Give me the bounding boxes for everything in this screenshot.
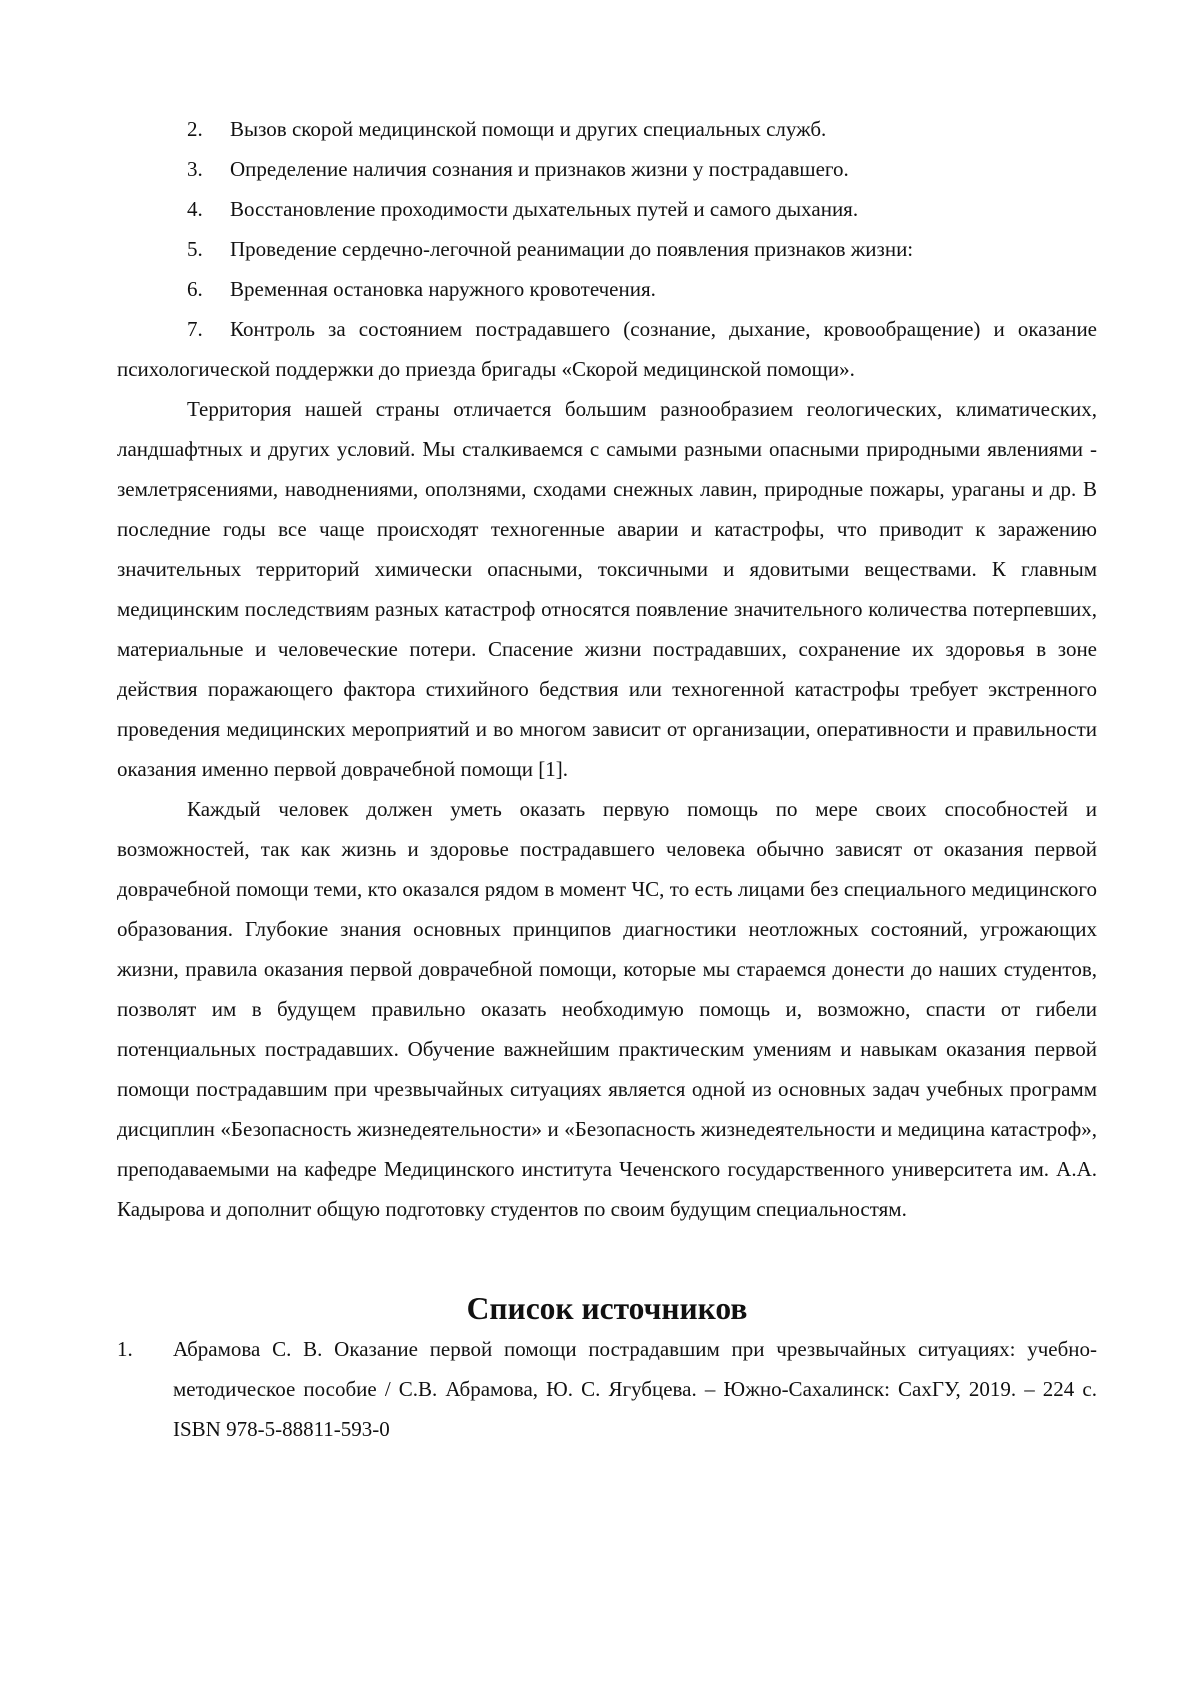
first-aid-steps-list xyxy=(117,109,1097,389)
list-item-number: 7. xyxy=(187,309,230,349)
list-item-text: Восстановление проходимости дыхательных путей и самого дыхания. xyxy=(230,197,858,221)
list-item-number: 4. xyxy=(187,189,203,229)
source-item-text: Абрамова С. В. Оказание первой помощи пострадавшим при чрезвычайных ситуациях: учебно-методическое пособие / С.В. Абрамова, Ю. С. Ягубцева. – Южно-Сахалинск: СахГУ, 2019. – 224 с. ISBN 978-5-88811-593-0 xyxy=(173,1337,1097,1441)
list-item-number: 2. xyxy=(187,109,203,149)
body-paragraph-everyone: Каждый человек должен уметь оказать первую помощь по мере своих способностей и возможностей, так как жизнь и здоровье пострадавшего человека обычно зависят от оказания первой доврачебной помощи теми, кто оказался рядом в момент ЧС, то есть лицами без специального медицинского образования. Глубокие знания основных принципов диагностики неотложных состояний, угрожающих жизни, правила оказания первой доврачебной помощи, которые мы стараемся донести до наших студентов, позволят им в будущем правильно оказать необходимую помощь и, возможно, спасти от гибели потенциальных пострадавших. Обучение важнейшим практическим умениям и навыкам оказания первой помощи пострадавшим при чрезвычайных ситуациях является одной из основных задач учебных программ дисциплин «Безопасность жизнедеятельности» и «Безопасность жизнедеятельности и медицина катастроф», преподаваемыми на кафедре Медицинского института Чеченского государственного университета им. А.А. Кадырова и дополнит общую подготовку студентов по своим будущим специальностям. xyxy=(117,789,1097,1229)
sources-list xyxy=(117,1329,1097,1449)
list-item xyxy=(117,309,1097,389)
body-paragraph-territory: Территория нашей страны отличается большим разнообразием геологических, климатических, ландшафтных и других условий. Мы сталкиваемся с самыми разными опасными природными явлениями - землетрясениями, наводнениями, оползнями, сходами снежных лавин, природные пожары, ураганы и др. В последние годы все чаще происходят техногенные аварии и катастрофы, что приводит к заражению значительных территорий химически опасными, токсичными и ядовитыми веществами. К главным медицинским последствиям разных катастроф относятся появление значительного количества потерпевших, материальные и человеческие потери. Спасение жизни пострадавших, сохранение их здоровья в зоне действия поражающего фактора стихийного бедствия или техногенной катастрофы требует экстренного проведения медицинских мероприятий и во многом зависит от организации, оперативности и правильности оказания именно первой доврачебной помощи [1]. xyxy=(117,389,1097,789)
list-item-number: 5. xyxy=(187,229,203,269)
source-item xyxy=(117,1329,1097,1449)
list-item-number: 6. xyxy=(187,269,203,309)
document-page xyxy=(0,0,1200,1697)
sources-heading: Список источников xyxy=(117,1269,1097,1349)
list-item xyxy=(117,269,1097,309)
page-content xyxy=(117,109,1097,1449)
source-item-number: 1. xyxy=(117,1329,133,1369)
list-item-text: Определение наличия сознания и признаков жизни у пострадавшего. xyxy=(230,157,849,181)
list-item xyxy=(117,109,1097,149)
list-item xyxy=(117,229,1097,269)
list-item xyxy=(117,149,1097,189)
list-item-text: Контроль за состоянием пострадавшего (сознание, дыхание, кровообращение) и оказание психологической поддержки до приезда бригады «Скорой медицинской помощи». xyxy=(117,317,1097,381)
list-item-text: Проведение сердечно-легочной реанимации до появления признаков жизни: xyxy=(230,237,913,261)
list-item-number: 3. xyxy=(187,149,203,189)
list-item xyxy=(117,189,1097,229)
list-item-text: Временная остановка наружного кровотечения. xyxy=(230,277,656,301)
list-item-text: Вызов скорой медицинской помощи и других специальных служб. xyxy=(230,117,826,141)
